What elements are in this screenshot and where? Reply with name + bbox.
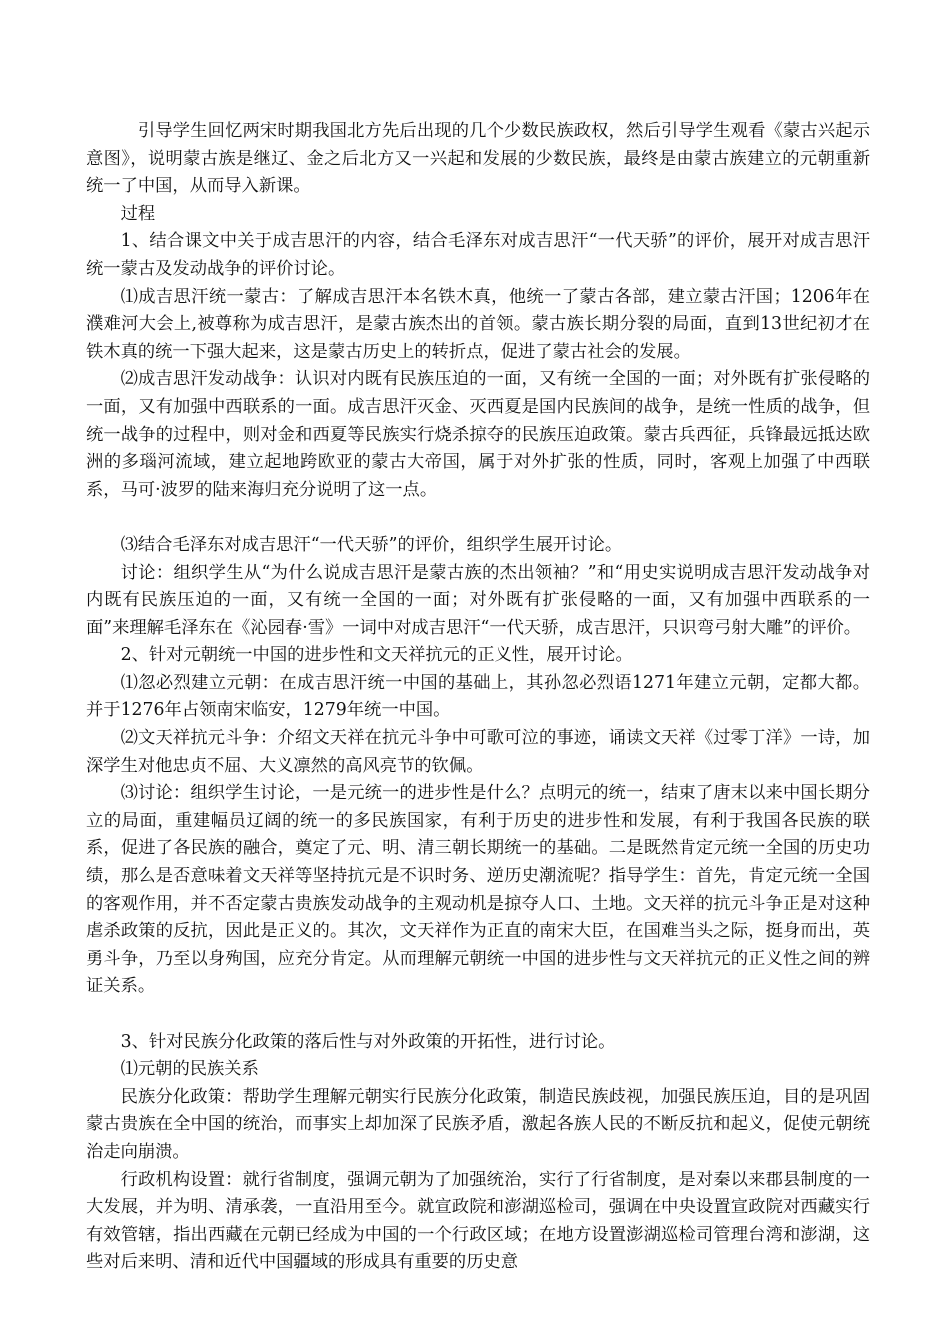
- paragraph-ethnic-policy: 民族分化政策：帮助学生理解元朝实行民族分化政策，制造民族歧视，加强民族压迫，目的是巩固蒙古贵族在全中国的统治，而事实上却加深了民族矛盾，激起各族人民的不断反抗和起义，促使元朝统治走向崩溃。: [86, 1086, 870, 1162]
- paragraph-3-1: ⑴元朝的民族关系: [120, 1059, 259, 1080]
- paragraph-1-2: ⑵成吉思汗发动战争：认识对内既有民族压迫的一面，又有统一全国的一面；对外既有扩张侵略的一面，又有加强中西联系的一面。成吉思汗灭金、灭西夏是国内民族间的战争，是统一性质的战争，但统一战争的过程中，则对金和西夏等民族实行烧杀掠夺的民族压迫政策。蒙古兵西征，兵锋最远抵达欧洲的多瑙河流域，建立起地跨欧亚的蒙古大帝国，属于对外扩张的性质，同时，客观上加强了中西联系，马可·波罗的陆来海归充分说明了这一点。: [86, 369, 870, 500]
- paragraph-section-2: 2、针对元朝统一中国的进步性和文天祥抗元的正义性，展开讨论。: [120, 645, 633, 666]
- paragraph-process-heading: 过程: [120, 203, 156, 224]
- paragraph-admin-structure: 行政机构设置：就行省制度，强调元朝为了加强统治，实行了行省制度，是对秦以来郡县制度的一大发展，并为明、清承袭，一直沿用至今。就宣政院和澎湖巡检司，强调在中央设置宣政院对西藏实行有效管辖，指出西藏在元朝已经成为中国的一个行政区域；在地方设置澎湖巡检司管理台湾和澎湖，这些对后来明、清和近代中国疆域的形成具有重要的历史意: [86, 1169, 870, 1273]
- paragraph-section-1: 1、结合课文中关于成吉思汗的内容，结合毛泽东对成吉思汗“一代天骄”的评价，展开对成吉思汗统一蒙古及发动战争的评价讨论。: [86, 231, 870, 279]
- paragraph-discussion-1: 讨论：组织学生从“为什么说成吉思汗是蒙古族的杰出领袖？”和“用史实说明成吉思汗发动战争对内既有民族压迫的一面，又有统一全国的一面；对外既有扩张侵略的一面，又有加强中西联系的一面”来理解毛泽东在《沁园春·雪》一词中对成吉思汗“一代天骄，成吉思汗，只识弯弓射大雕”的评价。: [86, 562, 870, 638]
- paragraph-intro: 引导学生回忆两宋时期我国北方先后出现的几个少数民族政权，然后引导学生观看《蒙古兴起示意图》，说明蒙古族是继辽、金之后北方又一兴起和发展的少数民族，最终是由蒙古族建立的元朝重新统一了中国，从而导入新课。: [86, 121, 870, 197]
- paragraph-section-3: 3、针对民族分化政策的落后性与对外政策的开拓性，进行讨论。: [120, 1031, 616, 1052]
- paragraph-1-1: ⑴成吉思汗统一蒙古：了解成吉思汗本名铁木真，他统一了蒙古各部，建立蒙古汗国；1206年在濮难河大会上,被尊称为成吉思汗，是蒙古族杰出的首领。蒙古族长期分裂的局面，直到13世纪初才在铁木真的统一下强大起来，这是蒙古历史上的转折点，促进了蒙古社会的发展。: [86, 286, 870, 362]
- paragraph-2-1: ⑴忽必烈建立元朝：在成吉思汗统一中国的基础上，其孙忽必烈语1271年建立元朝，定都大都。并于1276年占领南宋临安，1279年统一中国。: [86, 672, 870, 721]
- paragraph-1-3: ⑶结合毛泽东对成吉思汗“一代天骄”的评价，组织学生展开讨论。: [120, 534, 623, 555]
- document-body: [86, 118, 870, 1277]
- paragraph-2-3: ⑶讨论：组织学生讨论，一是元统一的进步性是什么？点明元的统一，结束了唐末以来中国长期分立的局面，重建幅员辽阔的统一的多民族国家，有利于历史的进步性和发展，有利于我国各民族的联系，促进了各民族的融合，奠定了元、明、清三朝长期统一的基础。二是既然肯定元统一全国的历史功绩，那么是否意味着文天祥等坚持抗元是不识时务、逆历史潮流呢？指导学生：首先，肯定元统一全国的客观作用，并不否定蒙古贵族发动战争的主观动机是掠夺人口、土地。文天祥的抗元斗争正是对这种虐杀政策的反抗，因此是正义的。其次，文天祥作为正直的南宋大臣，在国难当头之际，挺身而出，英勇斗争，乃至以身殉国，应充分肯定。从而理解元朝统一中国的进步性与文天祥抗元的正义性之间的辨证关系。: [86, 783, 870, 997]
- paragraph-2-2: ⑵文天祥抗元斗争：介绍文天祥在抗元斗争中可歌可泣的事迹，诵读文天祥《过零丁洋》一诗，加深学生对他忠贞不屈、大义凛然的高风亮节的钦佩。: [86, 728, 870, 776]
